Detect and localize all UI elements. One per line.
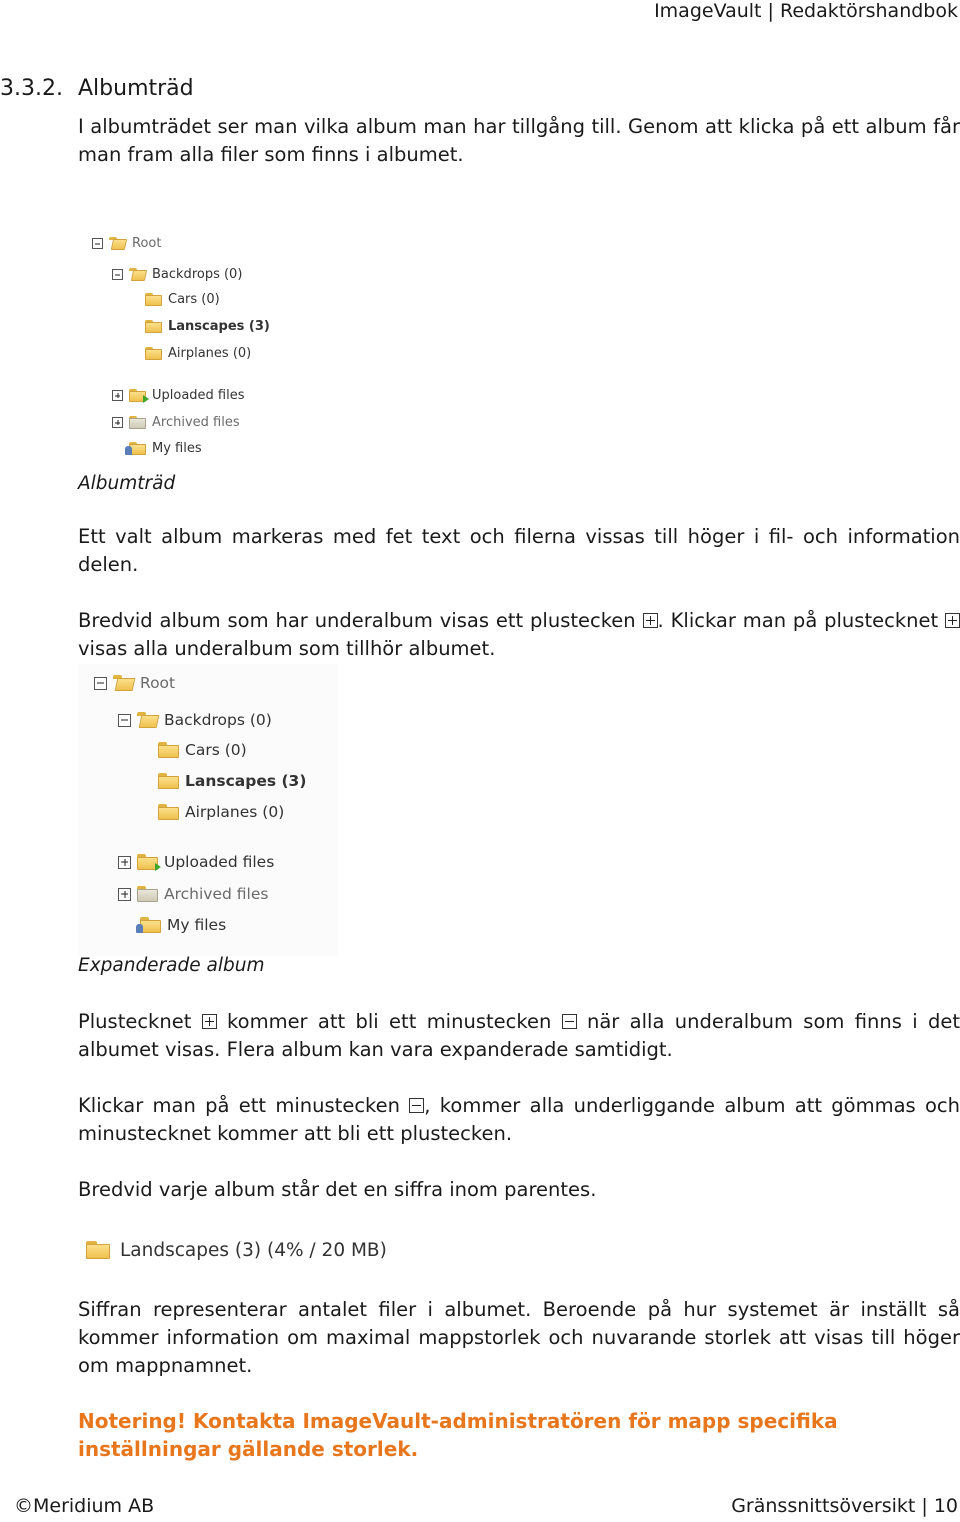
section-title: Albumträd — [78, 76, 194, 101]
tree-node-label: Archived files — [164, 885, 269, 903]
figure-caption-tree: Albumträd — [78, 473, 176, 494]
upload-folder-icon — [137, 854, 158, 870]
tree-node-label: Cars (0) — [185, 741, 247, 759]
folder-open-icon — [129, 268, 146, 281]
tree-node-label: Backdrops (0) — [164, 711, 272, 729]
expand-toggle-icon[interactable] — [112, 390, 123, 401]
footer-page-info: Gränssnittsöversikt | 10 — [731, 1495, 958, 1517]
expand-toggle-icon[interactable] — [118, 888, 131, 901]
plus-sign-paragraph — [78, 607, 960, 663]
collapse-text-b: , kommer alla underliggande album att gömmas och minustecknet kommer att bli ett plustecken. — [78, 1094, 960, 1145]
plus-text-b: . Klickar man på plustecknet — [657, 609, 945, 632]
folder-icon — [158, 773, 179, 789]
minus-text-a: Plustecknet — [78, 1010, 202, 1033]
tree-node-label: Root — [132, 236, 162, 251]
folder-icon — [145, 320, 162, 333]
tree-node-label: Root — [140, 674, 176, 692]
plus-sign-icon — [945, 613, 960, 628]
tree-node-backdrops[interactable] — [118, 711, 272, 729]
plus-text-c: visas alla underalbum som tillhör albumet. — [78, 637, 496, 660]
tree-node-label: Lanscapes (3) — [168, 319, 270, 334]
minus-text-c: när alla underalbum som finns i det albumet visas. Flera album kan vara expanderade samtidigt. — [78, 1010, 960, 1061]
my-files-folder-icon — [129, 442, 146, 455]
album-tree-screenshot — [84, 226, 344, 466]
tree-node-cars[interactable] — [158, 741, 247, 759]
note-text: Kontakta ImageVault-administratören för mapp specifika inställningar gällande storlek. — [78, 1409, 838, 1461]
collapse-toggle-icon[interactable] — [92, 238, 103, 249]
minus-sign-paragraph — [78, 1008, 960, 1064]
footer-copyright: ©Meridium AB — [14, 1495, 155, 1517]
archive-folder-icon — [129, 416, 146, 429]
tree-node-archived[interactable] — [112, 415, 240, 430]
folder-open-icon — [113, 675, 134, 691]
folder-icon — [145, 293, 162, 306]
expand-toggle-icon[interactable] — [112, 417, 123, 428]
tree-node-label: Archived files — [152, 415, 240, 430]
section-number: 3.3.2. — [0, 76, 63, 101]
selected-album-paragraph: Ett valt album markeras med fet text och filerna vissas till höger i fil- och information delen. — [78, 525, 960, 576]
tree-node-myfiles[interactable] — [140, 916, 226, 934]
collapse-toggle-icon[interactable] — [112, 269, 123, 280]
note-callout — [78, 1407, 960, 1463]
tree-node-label: Cars (0) — [168, 292, 220, 307]
minus-sign-icon — [562, 1014, 577, 1029]
tree-node-label: Uploaded files — [152, 388, 245, 403]
collapse-toggle-icon[interactable] — [118, 714, 131, 727]
collapse-toggle-icon[interactable] — [94, 677, 107, 690]
tree-node-label: Airplanes (0) — [168, 346, 252, 361]
figure-caption-expanded: Expanderade album — [78, 955, 265, 976]
tree-node-label: My files — [167, 916, 227, 934]
landscapes-size-label: Landscapes (3) (4% / 20 MB) — [120, 1239, 387, 1261]
parentheses-paragraph: Bredvid varje album står det en siffra inom parentes. — [78, 1178, 597, 1201]
folder-icon — [86, 1241, 110, 1259]
my-files-folder-icon — [140, 917, 161, 933]
archive-folder-icon — [137, 886, 158, 902]
tree-node-archived[interactable] — [118, 885, 268, 903]
tree-node-airplanes[interactable] — [145, 346, 251, 361]
expanded-album-tree-screenshot — [78, 664, 338, 956]
note-label: Notering! — [78, 1409, 186, 1433]
tree-node-lanscapes[interactable] — [145, 319, 270, 334]
tree-node-root[interactable] — [92, 236, 161, 251]
tree-node-label: Backdrops (0) — [152, 267, 243, 282]
tree-node-root[interactable] — [94, 674, 175, 692]
landscapes-size-screenshot — [86, 1236, 387, 1264]
tree-node-uploaded[interactable] — [112, 388, 245, 403]
folder-icon — [145, 347, 162, 360]
minus-sign-icon — [409, 1098, 424, 1113]
tree-node-backdrops[interactable] — [112, 267, 242, 282]
folder-open-icon — [109, 237, 126, 250]
upload-folder-icon — [129, 389, 146, 402]
plus-sign-icon — [202, 1014, 217, 1029]
plus-text-a: Bredvid album som har underalbum visas ett plustecken — [78, 609, 643, 632]
tree-node-myfiles[interactable] — [129, 441, 202, 456]
collapse-paragraph — [78, 1092, 960, 1148]
tree-node-label: Uploaded files — [164, 853, 275, 871]
folder-icon — [158, 742, 179, 758]
tree-node-cars[interactable] — [145, 292, 220, 307]
collapse-text-a: Klickar man på ett minustecken — [78, 1094, 410, 1117]
tree-node-label: Airplanes (0) — [185, 803, 285, 821]
tree-node-lanscapes[interactable] — [158, 772, 306, 790]
plus-sign-icon — [643, 613, 658, 628]
tree-node-label: Lanscapes (3) — [185, 772, 307, 790]
folder-open-icon — [137, 712, 158, 728]
intro-paragraph: I albumträdet ser man vilka album man har tillgång till. Genom att klicka på ett album får man fram alla filer som finns i albumet. — [78, 115, 960, 166]
tree-node-airplanes[interactable] — [158, 803, 284, 821]
expand-toggle-icon[interactable] — [118, 856, 131, 869]
page-header: ImageVault | Redaktörshandbok — [654, 0, 958, 22]
minus-text-b: kommer att bli ett minustecken — [216, 1010, 562, 1033]
file-count-paragraph: Siffran representerar antalet filer i albumet. Beroende på hur systemet är inställt så kommer information om maximal mappstorlek och nuvarande storlek att visas till höger om mappnamnet. — [78, 1298, 960, 1377]
folder-icon — [158, 804, 179, 820]
tree-node-label: My files — [152, 441, 202, 456]
tree-node-uploaded[interactable] — [118, 853, 274, 871]
